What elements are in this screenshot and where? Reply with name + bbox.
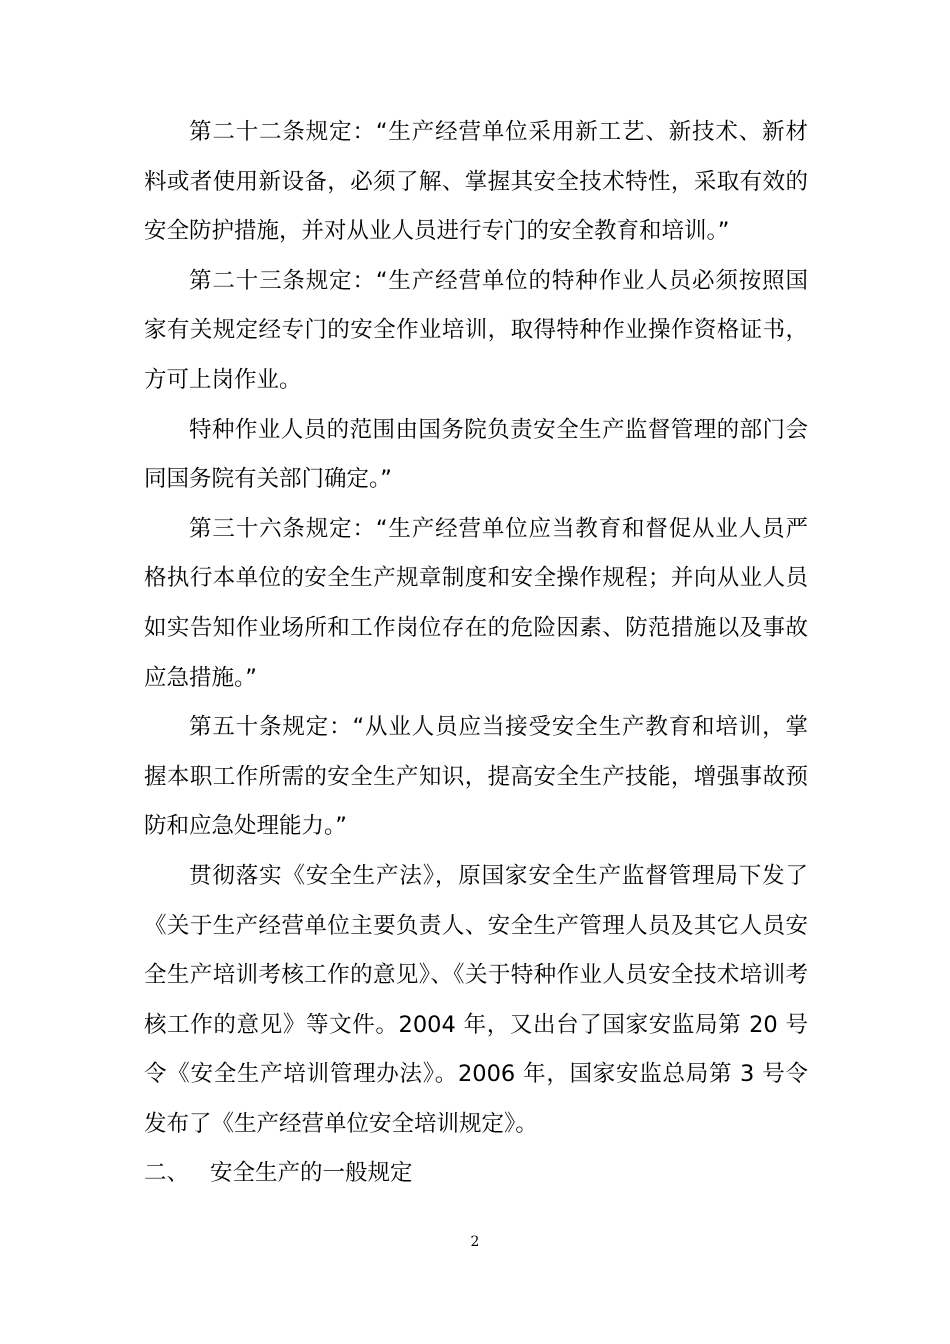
paragraph-special-operations-scope: 特种作业人员的范围由国务院负责安全生产监督管理的部门会同国务院有关部门确定。” xyxy=(144,416,808,493)
paragraph-article-23: 第二十三条规定：“生产经营单位的特种作业人员必须按照国家有关规定经专门的安全作业培训，取得特种作业操作资格证书，方可上岗作业。 xyxy=(144,267,808,393)
document-body xyxy=(144,108,808,1199)
page-number: 2 xyxy=(470,1234,480,1250)
paragraph-article-36: 第三十六条规定：“生产经营单位应当教育和督促从业人员严格执行本单位的安全生产规章制度和安全操作规程；并向从业人员如实告知作业场所和工作岗位存在的危险因素、防范措施以及事故应急措施。” xyxy=(144,515,808,691)
paragraph-article-22: 第二十二条规定：“生产经营单位采用新工艺、新技术、新材料或者使用新设备，必须了解、掌握其安全技术特性，采取有效的安全防护措施，并对从业人员进行专门的安全教育和培训。” xyxy=(144,119,808,245)
section-number: 二、 xyxy=(144,1160,190,1187)
paragraph-article-50: 第五十条规定：“从业人员应当接受安全生产教育和培训，掌握本职工作所需的安全生产知识，提高安全生产技能，增强事故预防和应急处理能力。” xyxy=(144,714,808,840)
paragraph-implementation: 贯彻落实《安全生产法》，原国家安全生产监督管理局下发了《关于生产经营单位主要负责人、安全生产管理人员及其它人员安全生产培训考核工作的意见》、《关于特种作业人员安全技术培训考核工作的意见》等文件。2004 年，又出台了国家安监局第 20 号令《安全生产培训管理办法》。2006 年，国家安监总局第 3 号令发布了《生产经营单位安全培训规定》。 xyxy=(144,862,808,1137)
section-heading xyxy=(144,1149,808,1199)
section-title: 安全生产的一般规定 xyxy=(210,1160,413,1187)
